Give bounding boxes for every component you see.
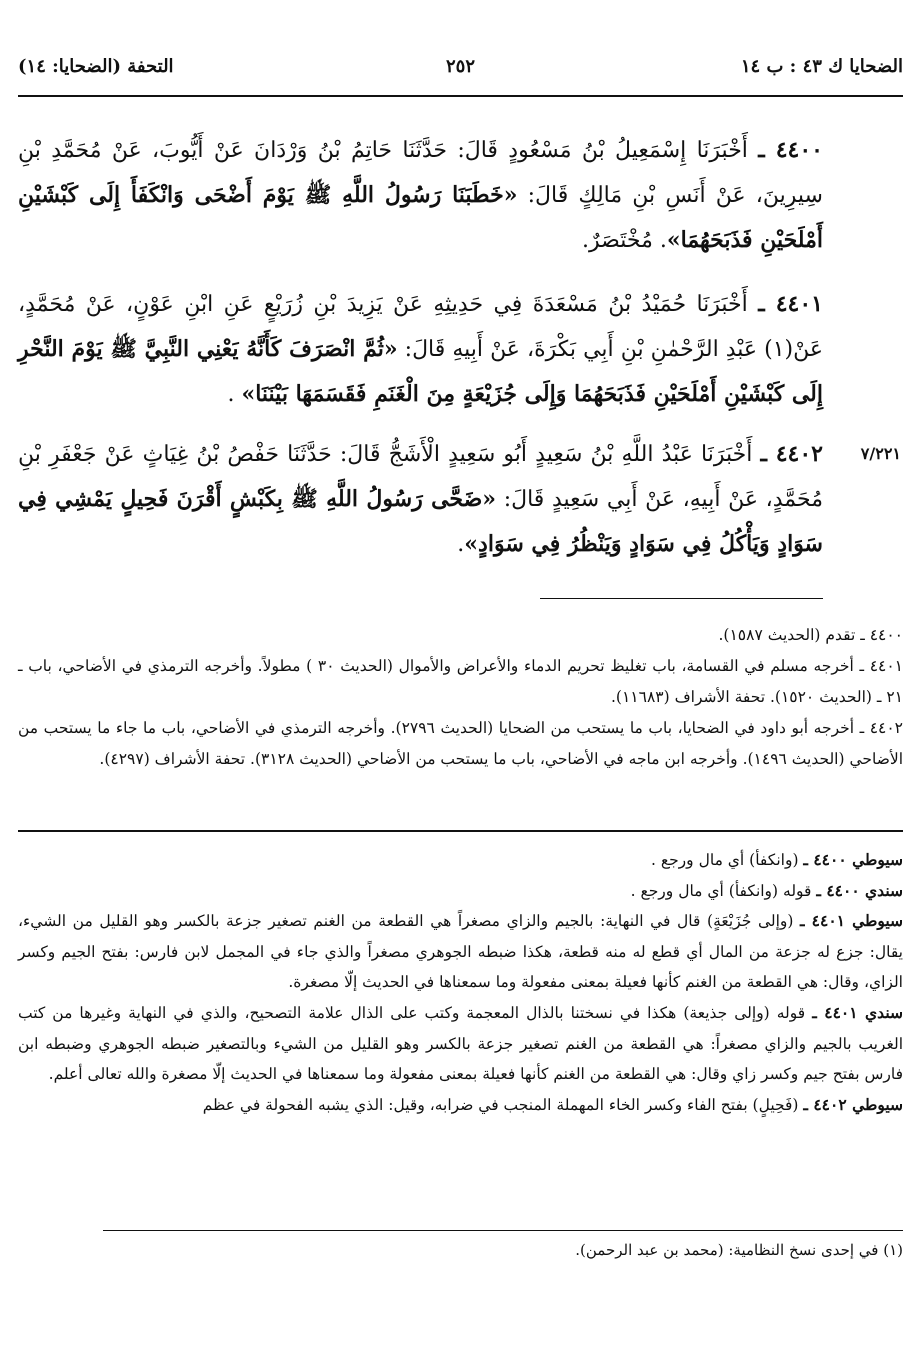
hadith-tail: . [227,382,242,407]
commentary-text: قوله (وإلى جذيعة) هكذا في نسختنا بالذال المعجمة وكتب على الذال علامة التصحيح، والذي في النهاية وغيرها من كتب الغريب بالجيم والزاي مصغراً: هي القطعة من الغنم تصغير جزعة بالكسر وهو القليل من الشيء وبالتصغير ضبطه الجوهري وضبطه ابن فارس بفتح جيم وكسر زاي وقال: هي القطعة من الغنم كأنها فعيلة بمعنى مفعولة وما سمعناها في الحديث إلّا مصغرة والله تعالى أعلم. [18,1003,903,1084]
takhrij-note: ٤٤٠٢ ـ أخرجه أبو داود في الضحايا، باب ما يستحب من الضحايا (الحديث ٢٧٩٦). وأخرجه الترمذي في الأضاحي، باب ما جاء ما يستحب من الأضاحي (الحديث ١٤٩٦). وأخرجه ابن ماجه في الأضاحي، باب ما يستحب من الأضاحي (الحديث ٣١٢٨). تحفة الأشراف (٤٢٩٧). [18,719,903,768]
text-divider [540,598,823,599]
commentary-entry [18,906,903,998]
hadith-tail: . مُخْتَصَرٌ. [582,228,667,253]
hadith-matn: «ثُمَّ انْصَرَفَ كَأَنَّهُ يَعْنِي النَّبِيَّ ﷺ يَوْمَ النَّحْرِ إِلَى كَبْشَيْنِ أَمْلَحَيْنِ فَذَبَحَهُمَا وَإِلَى جُزَيْعَةٍ مِنَ الْغَنَمِ فَقَسَمَهَا بَيْنَنَا» [18,336,823,407]
footnote-divider [103,1230,903,1231]
hadith-number: ٤٤٠٢ ـ [760,441,823,467]
commentary-entry [18,998,903,1090]
hadith-isnad: أَخْبَرَنَا حُمَيْدُ بْنُ مَسْعَدَةَ فِي حَدِيثِهِ عَنْ يَزِيدَ بْنِ زُرَيْعٍ عَنِ ابْنِ عَوْنٍ، عَنْ مُحَمَّدٍ، عَنْ(١) عَبْدِ الرَّحْمٰنِ بْنِ أَبِي بَكْرَةَ، عَنْ أَبِيهِ قَالَ: [18,292,823,362]
running-header [18,56,903,90]
margin-volume-reference: ٧/٢٢١ [860,444,901,463]
takhrij-note: ٤٤٠١ ـ أخرجه مسلم في القسامة، باب تغليظ تحريم الدماء والأعراض والأموال (الحديث ٣٠ ) مطولاً. وأخرجه الترمذي في الأضاحي، باب ـ ٢١ ـ (الحديث ١٥٢٠). تحفة الأشراف (١١٦٨٣). [18,657,904,706]
hadith-matn: «ضَحَّى رَسُولُ اللَّهِ ﷺ بِكَبْشٍ أَقْرَنَ فَحِيلٍ يَمْشِي فِي سَوَادٍ وَيَأْكُلُ فِي سَوَادٍ وَيَنْظُرُ فِي سَوَادٍ» [18,486,823,557]
hadith-matn: «خَطَبَنَا رَسُولُ اللَّهِ ﷺ يَوْمَ أَضْحَى وَانْكَفَأَ إِلَى كَبْشَيْنِ أَمْلَحَيْنِ فَذَبَحَهُمَا» [18,182,823,253]
hadith-4401 [18,282,823,417]
header-book-reference: الضحايا ك ٤٣ : ب ١٤ [740,56,903,77]
commentary-text: قوله (وانكفأ) أي مال ورجع . [630,881,817,900]
page-number: ٢٥٢ [445,56,475,77]
commentary-text: (وانكفأ) أي مال ورجع . [651,851,804,869]
commentary-section [18,845,903,1120]
hadith-tail: . [457,532,465,557]
footnote: (١) في إحدى نسخ النظامية: (محمد بن عبد الرحمن). [575,1241,903,1259]
commentary-source: سيوطي ٤٤٠١ ـ [800,911,903,931]
header-divider [18,95,903,97]
hadith-4400 [18,128,823,263]
commentary-entry [18,1090,903,1121]
commentary-source: سندي ٤٤٠٠ ـ [816,880,903,900]
commentary-source: سيوطي ٤٤٠٠ ـ [803,850,903,869]
commentary-entry [18,845,903,876]
hadith-4402 [18,432,823,567]
header-tuhfa-reference: التحفة (الضحايا: ١٤) [18,56,174,77]
takhrij-notes [18,620,903,775]
hadith-isnad: أَخْبَرَنَا عَبْدُ اللَّهِ بْنُ سَعِيدٍ أَبُو سَعِيدٍ الْأَشَجُّ قَالَ: حَدَّثَنَا حَفْصُ بْنُ غِيَاثٍ عَنْ جَعْفَرِ بْنِ مُحَمَّدٍ، عَنْ أَبِيهِ، عَنْ أَبِي سَعِيدٍ قَالَ: [18,442,823,512]
commentary-source: سندي ٤٤٠١ ـ [812,1002,903,1022]
hadith-number: ٤٤٠١ ـ [758,291,823,317]
commentary-divider [18,830,903,832]
hadith-number: ٤٤٠٠ ـ [758,137,823,163]
commentary-entry [18,876,903,907]
commentary-text: (فَحِيلٍ) بفتح الفاء وكسر الخاء المهملة المنجب في ضرابه، وقيل: الذي يشبه الفحولة في عظم [202,1095,804,1114]
hadith-isnad: أَخْبَرَنَا إِسْمَعِيلُ بْنُ مَسْعُودٍ قَالَ: حَدَّثَنَا حَاتِمُ بْنُ وَرْدَانَ عَنْ أَيُّوبَ، عَنْ مُحَمَّدِ بْنِ سِيرِينَ، عَنْ أَنَسِ بْنِ مَالِكٍ قَالَ: [18,138,823,208]
commentary-text: (وإلى جُزَيْعَةٍ) قال في النهاية: بالجيم والزاي مصغراً هي القطعة من الغنم تصغير جزعة بالكسر وهو القليل من الشيء، يقال: جزع له جزعة من المال أي قطع له منه قطعة، هكذا ضبطه الجوهري مصغراً والذي جاء في المجمل لابن فارس: بفتح الجيم وكسر الزاي، وقال: هي القطعة من الغنم كأنها فعيلة بمعنى مفعولة وما سمعناها في الحديث إلّا مصغرة. [18,912,903,992]
commentary-source: سيوطي ٤٤٠٢ ـ [803,1094,903,1114]
takhrij-note: ٤٤٠٠ ـ تقدم (الحديث ١٥٨٧). [718,626,903,644]
